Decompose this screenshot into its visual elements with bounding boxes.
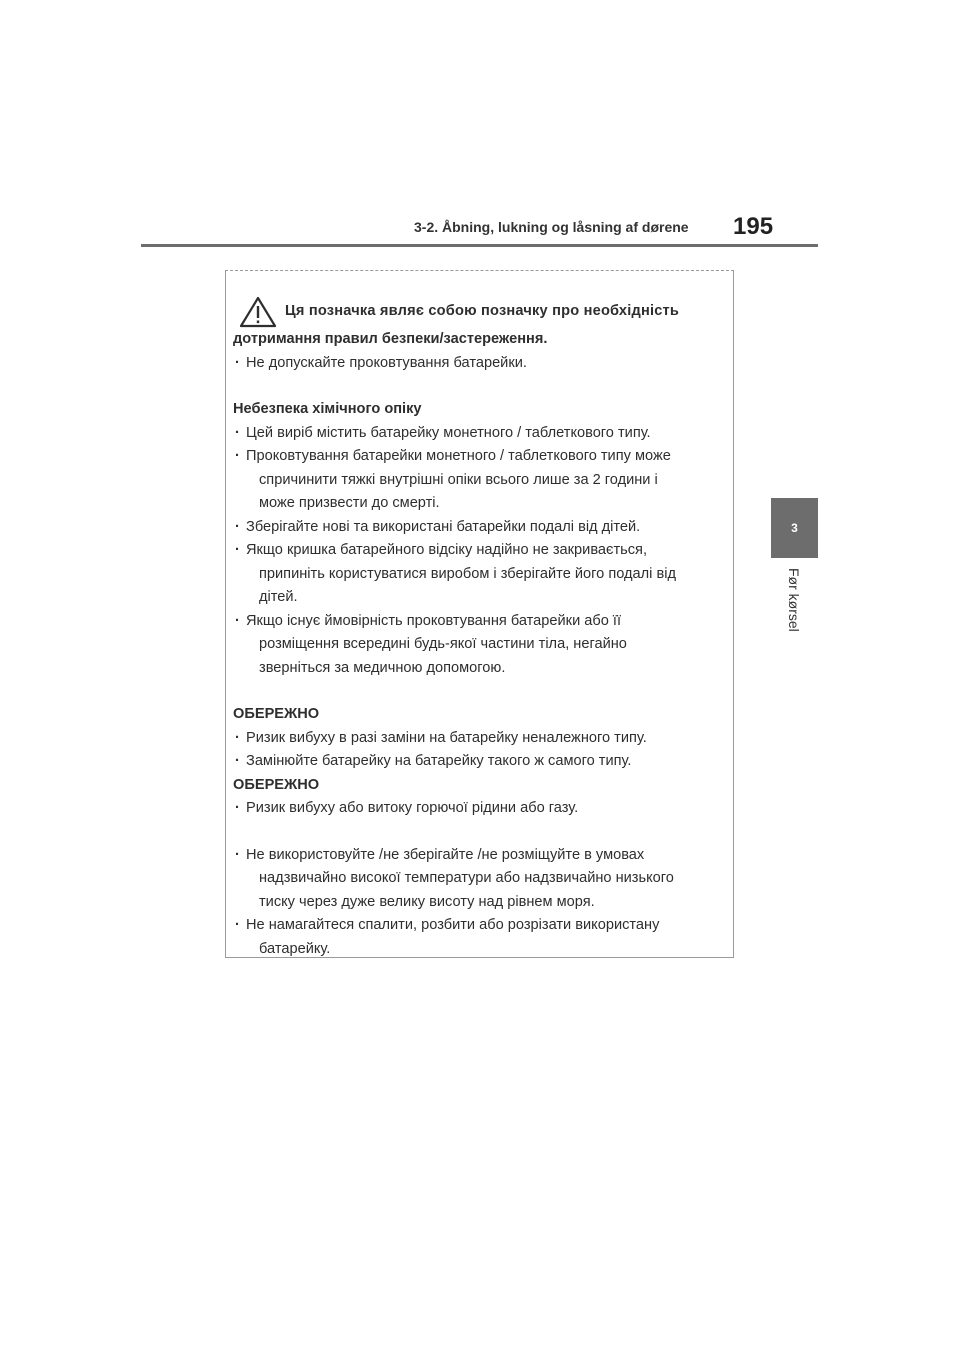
- list-item: · Якщо кришка батарейного відсіку надійно не закривається, припиніть користуватися виробом і зберігайте його подалі від дітей.: [233, 539, 723, 610]
- section-title: 3-2. Åbning, lukning og låsning af dørene: [414, 219, 689, 235]
- warning-title-line1: Ця позначка являє собою позначку про необхідність: [285, 303, 680, 320]
- chapter-tab[interactable]: [771, 498, 818, 558]
- list-item: · Не намагайтеся спалити, розбити або розрізати використану батарейку.: [233, 914, 723, 961]
- list-item: · Не використовуйте /не зберігайте /не розміщуйте в умовах надзвичайно високої температури або надзвичайно низького тиску через дуже велику висоту над рівнем моря.: [233, 844, 723, 915]
- warning-triangle-icon: [239, 296, 277, 328]
- section-heading-chemical-burn: Небезпека хімічного опіку: [233, 401, 422, 417]
- spacer: [233, 821, 723, 844]
- warning-title-line2: дотримання правил безпеки/застереження.: [233, 331, 548, 347]
- list-item: · Не допускайте проковтування батарейки.: [233, 352, 723, 376]
- chapter-label: Før kørsel: [786, 568, 802, 632]
- warning-header: [233, 296, 723, 328]
- list-item: · Ризик вибуху або витоку горючої рідини або газу.: [233, 797, 723, 821]
- list-item: · Якщо існує ймовірність проковтування батарейки або її розміщення всередині будь-якої частини тіла, негайно зверніться за медичною допомогою.: [233, 610, 723, 681]
- spacer: [233, 375, 723, 398]
- page-number: 195: [733, 213, 774, 240]
- chapter-number: 3: [791, 521, 798, 535]
- list-item: · Замінюйте батарейку на батарейку такого ж самого типу.: [233, 750, 723, 774]
- list-item: · Зберігайте нові та використані батарейки подалі від дітей.: [233, 516, 723, 540]
- list-item: · Ризик вибуху в разі заміни на батарейку неналежного типу.: [233, 727, 723, 751]
- list-item: · Цей виріб містить батарейку монетного / таблеткового типу.: [233, 422, 723, 446]
- section-heading-caution: ОБЕРЕЖНО: [233, 706, 320, 722]
- section-heading-caution: ОБЕРЕЖНО: [233, 776, 320, 793]
- list-item: · Проковтування батарейки монетного / таблеткового типу може спричинити тяжкі внутрішні опіки всього лише за 2 години і може призвести до смерті.: [233, 445, 723, 516]
- warning-content: [233, 296, 723, 961]
- header-divider: [141, 244, 818, 247]
- spacer: [233, 680, 723, 703]
